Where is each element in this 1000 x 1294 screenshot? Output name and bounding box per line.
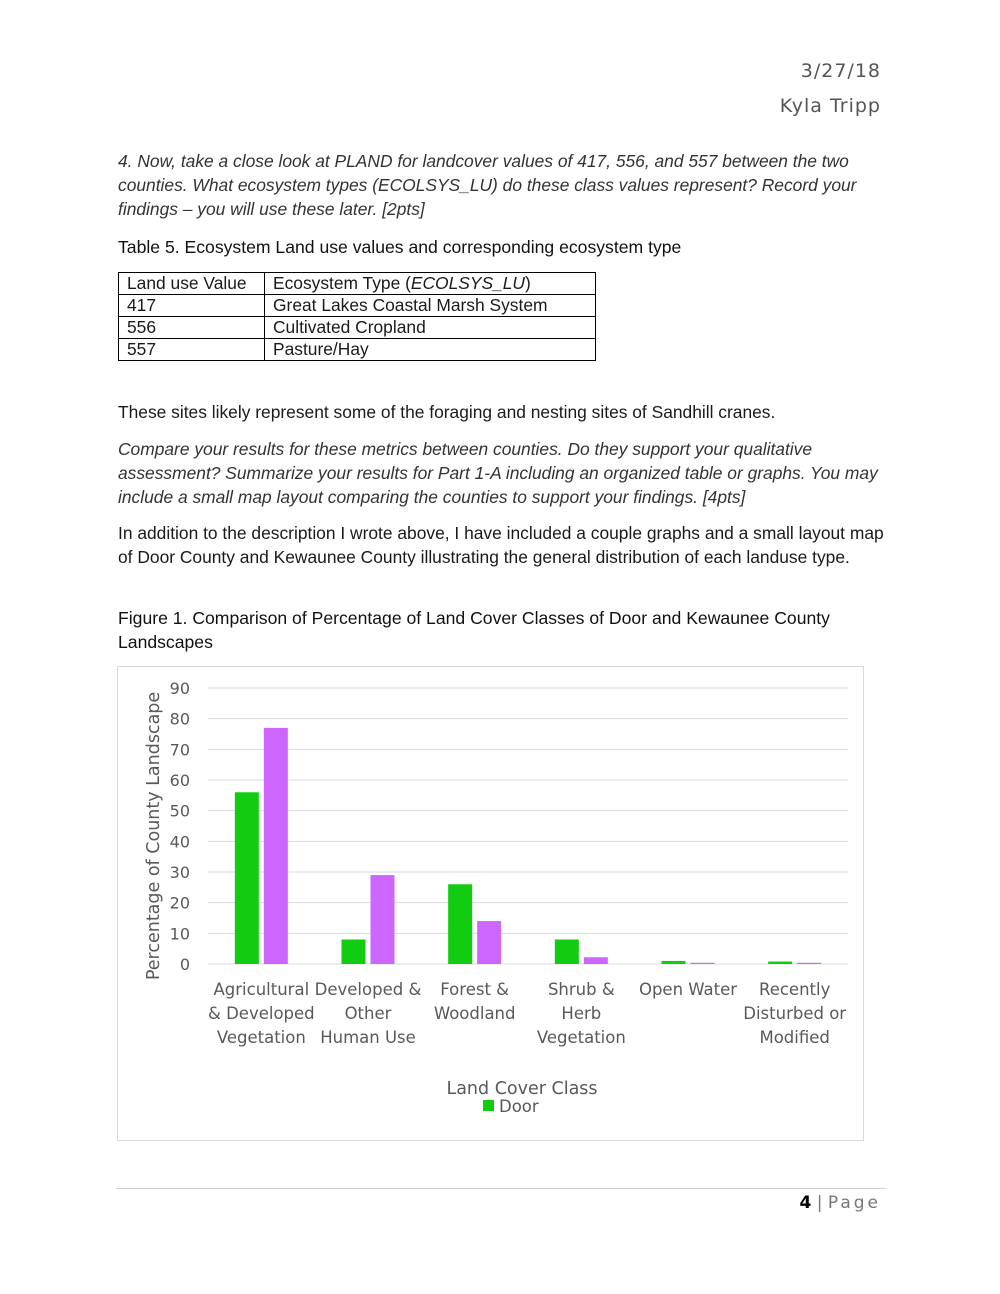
table-row xyxy=(119,339,596,361)
y-tick-label: 80 xyxy=(169,709,190,729)
y-tick-label: 0 xyxy=(179,955,190,974)
header-ecosystem-type-code: ECOLSYS_LU xyxy=(410,273,525,293)
land-use-value-cell: 557 xyxy=(119,339,265,361)
table-row xyxy=(119,317,596,339)
x-category-label xyxy=(537,980,626,1047)
ecosystem-type-cell: Great Lakes Coastal Marsh System xyxy=(265,295,596,317)
bar-series-2 xyxy=(797,963,821,964)
table-header-row xyxy=(119,273,596,295)
x-category-label-line: Shrub & xyxy=(547,980,615,999)
bar-door xyxy=(235,792,259,964)
x-category-label xyxy=(434,980,516,1023)
ecosystem-table xyxy=(118,272,596,361)
land-use-value-cell: 556 xyxy=(119,317,265,339)
x-category-label-line: Other xyxy=(344,1004,392,1023)
header-ecosystem-type-suffix: ) xyxy=(524,273,531,293)
bar-series-2 xyxy=(584,957,608,964)
bar-door xyxy=(448,884,472,964)
bar-door xyxy=(555,939,579,964)
x-category-label-line: Open Water xyxy=(638,980,738,999)
sites-paragraph: These sites likely represent some of the foraging and nesting sites of Sandhill cranes. xyxy=(118,402,776,422)
x-category-label-line: Disturbed or xyxy=(743,1004,847,1023)
header-date: 3/27/18 xyxy=(800,60,881,82)
bar-series-2 xyxy=(477,921,501,964)
x-category-label-line: Agricultural xyxy=(213,980,310,999)
addition-paragraph: In addition to the description I wrote above, I have included a couple graphs and a small layout map of Door County and Kewaunee County illustrating the general distribution of each landuse type. xyxy=(118,523,884,567)
x-category-label xyxy=(315,980,422,1047)
header-author: Kyla Tripp xyxy=(779,95,881,117)
x-category-label xyxy=(639,980,737,999)
x-category-label-line: Human Use xyxy=(320,1028,416,1047)
page-footer xyxy=(799,1193,881,1213)
y-tick-label: 90 xyxy=(169,679,190,698)
legend-swatch-door xyxy=(483,1100,494,1111)
y-tick-label: 40 xyxy=(169,832,190,852)
ecosystem-type-cell: Cultivated Cropland xyxy=(265,317,596,339)
figure-1-caption: Figure 1. Comparison of Percentage of Land Cover Classes of Door and Kewaunee County Landscapes xyxy=(118,608,830,652)
y-tick-label: 10 xyxy=(169,924,190,944)
x-category-label-line: Vegetation xyxy=(216,1028,306,1047)
chart-canvas xyxy=(118,667,865,1142)
header-land-use-value: Land use Value xyxy=(119,273,265,295)
y-tick-label: 20 xyxy=(169,893,190,913)
x-category-label-line: Forest & xyxy=(440,980,510,999)
legend-label-door: Door xyxy=(499,1097,539,1116)
x-category-label xyxy=(743,980,846,1047)
y-tick-label: 30 xyxy=(169,863,190,882)
bar-series-2 xyxy=(264,728,288,964)
land-cover-chart xyxy=(117,666,864,1141)
ecosystem-type-cell: Pasture/Hay xyxy=(265,339,596,361)
x-category-label-line: Recently xyxy=(758,980,831,999)
header-ecosystem-type-prefix: Ecosystem Type ( xyxy=(273,273,411,293)
x-category-label-line: Vegetation xyxy=(536,1028,626,1047)
y-axis-title: Percentage of County Landscape xyxy=(144,691,164,981)
page-number: 4 xyxy=(799,1193,812,1213)
page-label: Page xyxy=(827,1193,881,1213)
bar-series-2 xyxy=(691,963,715,964)
compare-paragraph: Compare your results for these metrics between counties. Do they support your qualitative assessment? Summarize your results for Part 1-A including an organized table or graphs. You may include a small map layout comparing the counties to support your findings. [4pts] xyxy=(118,439,878,507)
bar-door xyxy=(342,939,366,964)
x-category-label-line: Woodland xyxy=(433,1004,516,1023)
x-category-label-line: Herb xyxy=(561,1004,602,1023)
header-ecosystem-type xyxy=(265,273,596,295)
x-axis-title: Land Cover Class xyxy=(446,1079,598,1099)
question-4: 4. Now, take a close look at PLAND for landcover values of 417, 556, and 557 between the two counties. What ecosystem types (ECOLSYS_LU) do these class values represent? Record your findings – you will use these later. [2pts] xyxy=(118,151,857,219)
table-row xyxy=(119,295,596,317)
x-category-label-line: Developed & xyxy=(314,980,422,999)
y-tick-label: 60 xyxy=(169,771,190,790)
y-tick-label: 70 xyxy=(169,740,190,760)
footer-divider xyxy=(116,1188,886,1189)
x-category-label-line: & Developed xyxy=(207,1004,315,1023)
x-category-label xyxy=(208,980,315,1047)
y-tick-label: 50 xyxy=(169,801,190,821)
bar-series-2 xyxy=(371,875,395,964)
land-use-value-cell: 417 xyxy=(119,295,265,317)
page-separator: | xyxy=(816,1193,823,1213)
table-5-caption: Table 5. Ecosystem Land use values and corresponding ecosystem type xyxy=(118,237,682,257)
bar-door xyxy=(768,962,792,964)
bar-door xyxy=(662,961,686,964)
x-category-label-line: Modified xyxy=(759,1028,830,1047)
